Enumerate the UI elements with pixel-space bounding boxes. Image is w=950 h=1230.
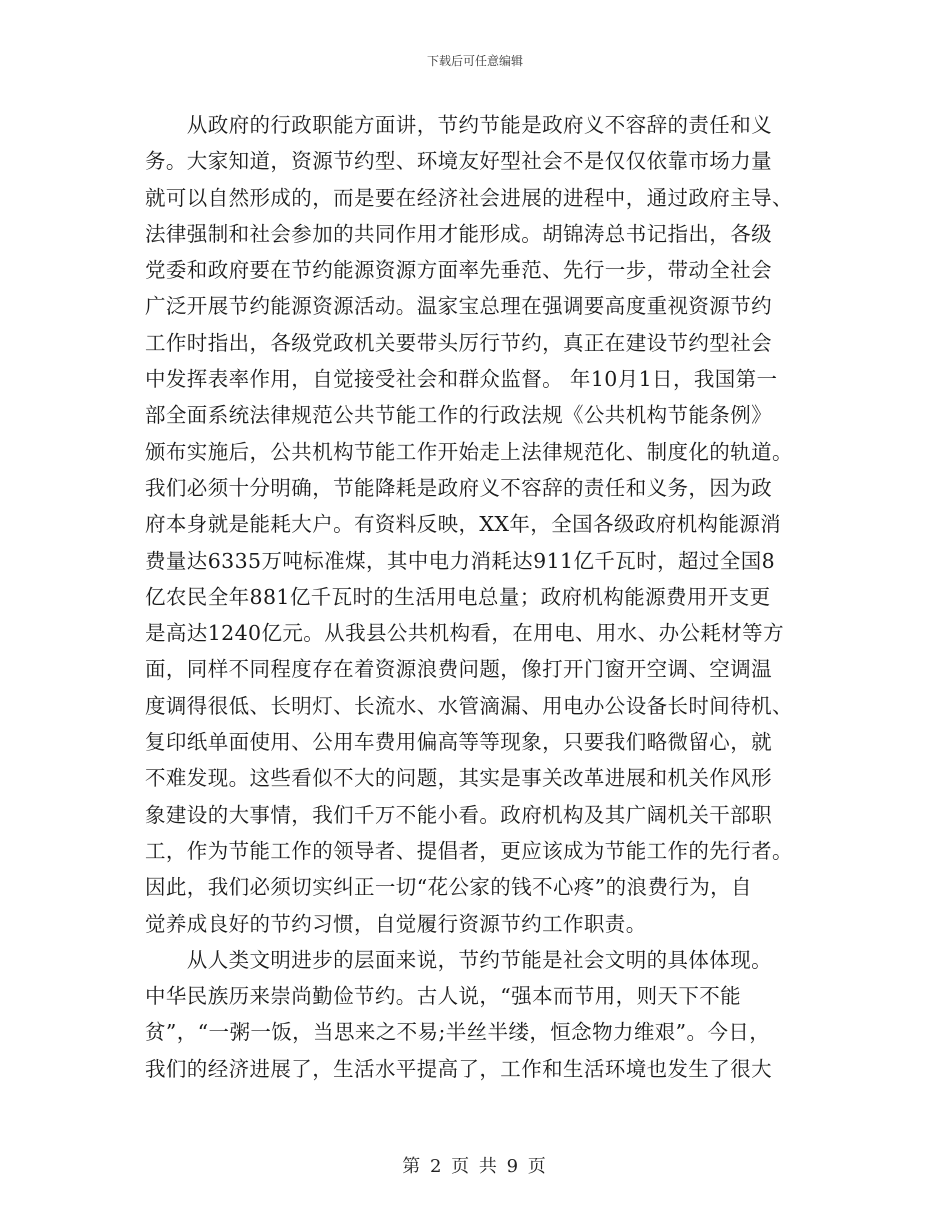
text-line: 不难发现。这些看似不大的问题，其实是事关改革进展和机关作风形 xyxy=(145,766,772,791)
text-line: 我们必须十分明确，节能降耗是政府义不容辞的责任和义务，因为政 xyxy=(145,475,772,500)
text-line: 就可以自然形成的，而是要在经济社会进展的进程中，通过政府主导、 xyxy=(145,185,793,210)
document-body xyxy=(145,107,805,1087)
text-line: 面，同样不同程度存在着资源浪费问题，像打开门窗开空调、空调温 xyxy=(145,657,772,682)
text-line: 工作时指出，各级党政机关要带头厉行节约，真正在建设节约型社会 xyxy=(145,330,772,355)
text-line: 党委和政府要在节约能源资源方面率先垂范、先行一步，带动全社会 xyxy=(145,258,772,283)
page-header: 下载后可任意编辑 xyxy=(426,54,523,68)
text-line: 复印纸单面使用、公用车费用偏高等等现象，只要我们略微留心，就 xyxy=(145,730,772,755)
text-line: 法律强制和社会参加的共同作用才能形成。胡锦涛总书记指出，各级 xyxy=(145,221,772,246)
text-line: 从政府的行政职能方面讲，节约节能是政府义不容辞的责任和义 xyxy=(145,113,772,137)
text-line: 是高达1240亿元。从我县公共机构看，在用电、用水、办公耗材等方 xyxy=(145,621,784,646)
text-line: 我们的经济进展了，生活水平提高了，工作和生活环境也发生了很大 xyxy=(145,1056,772,1081)
text-line: 部全面系统法律规范公共节能工作的行政法规《公共机构节能条例》 xyxy=(145,403,772,428)
text-line: 广泛开展节约能源资源活动。温家宝总理在强调要高度重视资源节约 xyxy=(145,294,772,319)
text-line: 因此，我们必须切实纠正一切“花公家的钱不心疼”的浪费行为，自 xyxy=(145,875,752,900)
text-line: 象建设的大事情，我们千万不能小看。政府机构及其广阔机关干部职 xyxy=(145,802,772,827)
page-footer: 第 2 页 共 9 页 xyxy=(402,1156,548,1177)
text-line: 务。大家知道，资源节约型、环境友好型社会不是仅仅依靠市场力量 xyxy=(145,149,772,174)
text-line: 度调得很低、长明灯、长流水、水管滴漏、用电办公设备长时间待机、 xyxy=(145,693,793,718)
text-line: 费量达6335万吨标准煤，其中电力消耗达911亿千瓦时，超过全国8 xyxy=(145,548,776,573)
text-line: 中华民族历来崇尚勤俭节约。古人说，“强本而节用，则天下不能 xyxy=(145,984,742,1009)
text-line: 工，作为节能工作的领导者、提倡者，更应该成为节能工作的先行者。 xyxy=(145,838,793,863)
text-line: 中发挥表率作用，自觉接受社会和群众监督。 年10月1日，我国第一 xyxy=(145,367,778,392)
text-line: 从人类文明进步的层面来说，节约节能是社会文明的具体体现。 xyxy=(145,947,772,972)
text-line: 亿农民全年881亿千瓦时的生活用电总量；政府机构能源费用开支更 xyxy=(145,584,771,609)
text-line: 颁布实施后，公共机构节能工作开始走上法律规范化、制度化的轨道。 xyxy=(145,439,793,464)
text-line: 觉养成良好的节约习惯，自觉履行资源节约工作职责。 xyxy=(145,911,647,936)
text-line: 贫”，“一粥一饭，当思来之不易;半丝半缕，恒念物力维艰”。今日， xyxy=(145,1020,771,1045)
text-line: 府本身就是能耗大户。有资料反映，XX年，全国各级政府机构能源消 xyxy=(145,512,782,537)
